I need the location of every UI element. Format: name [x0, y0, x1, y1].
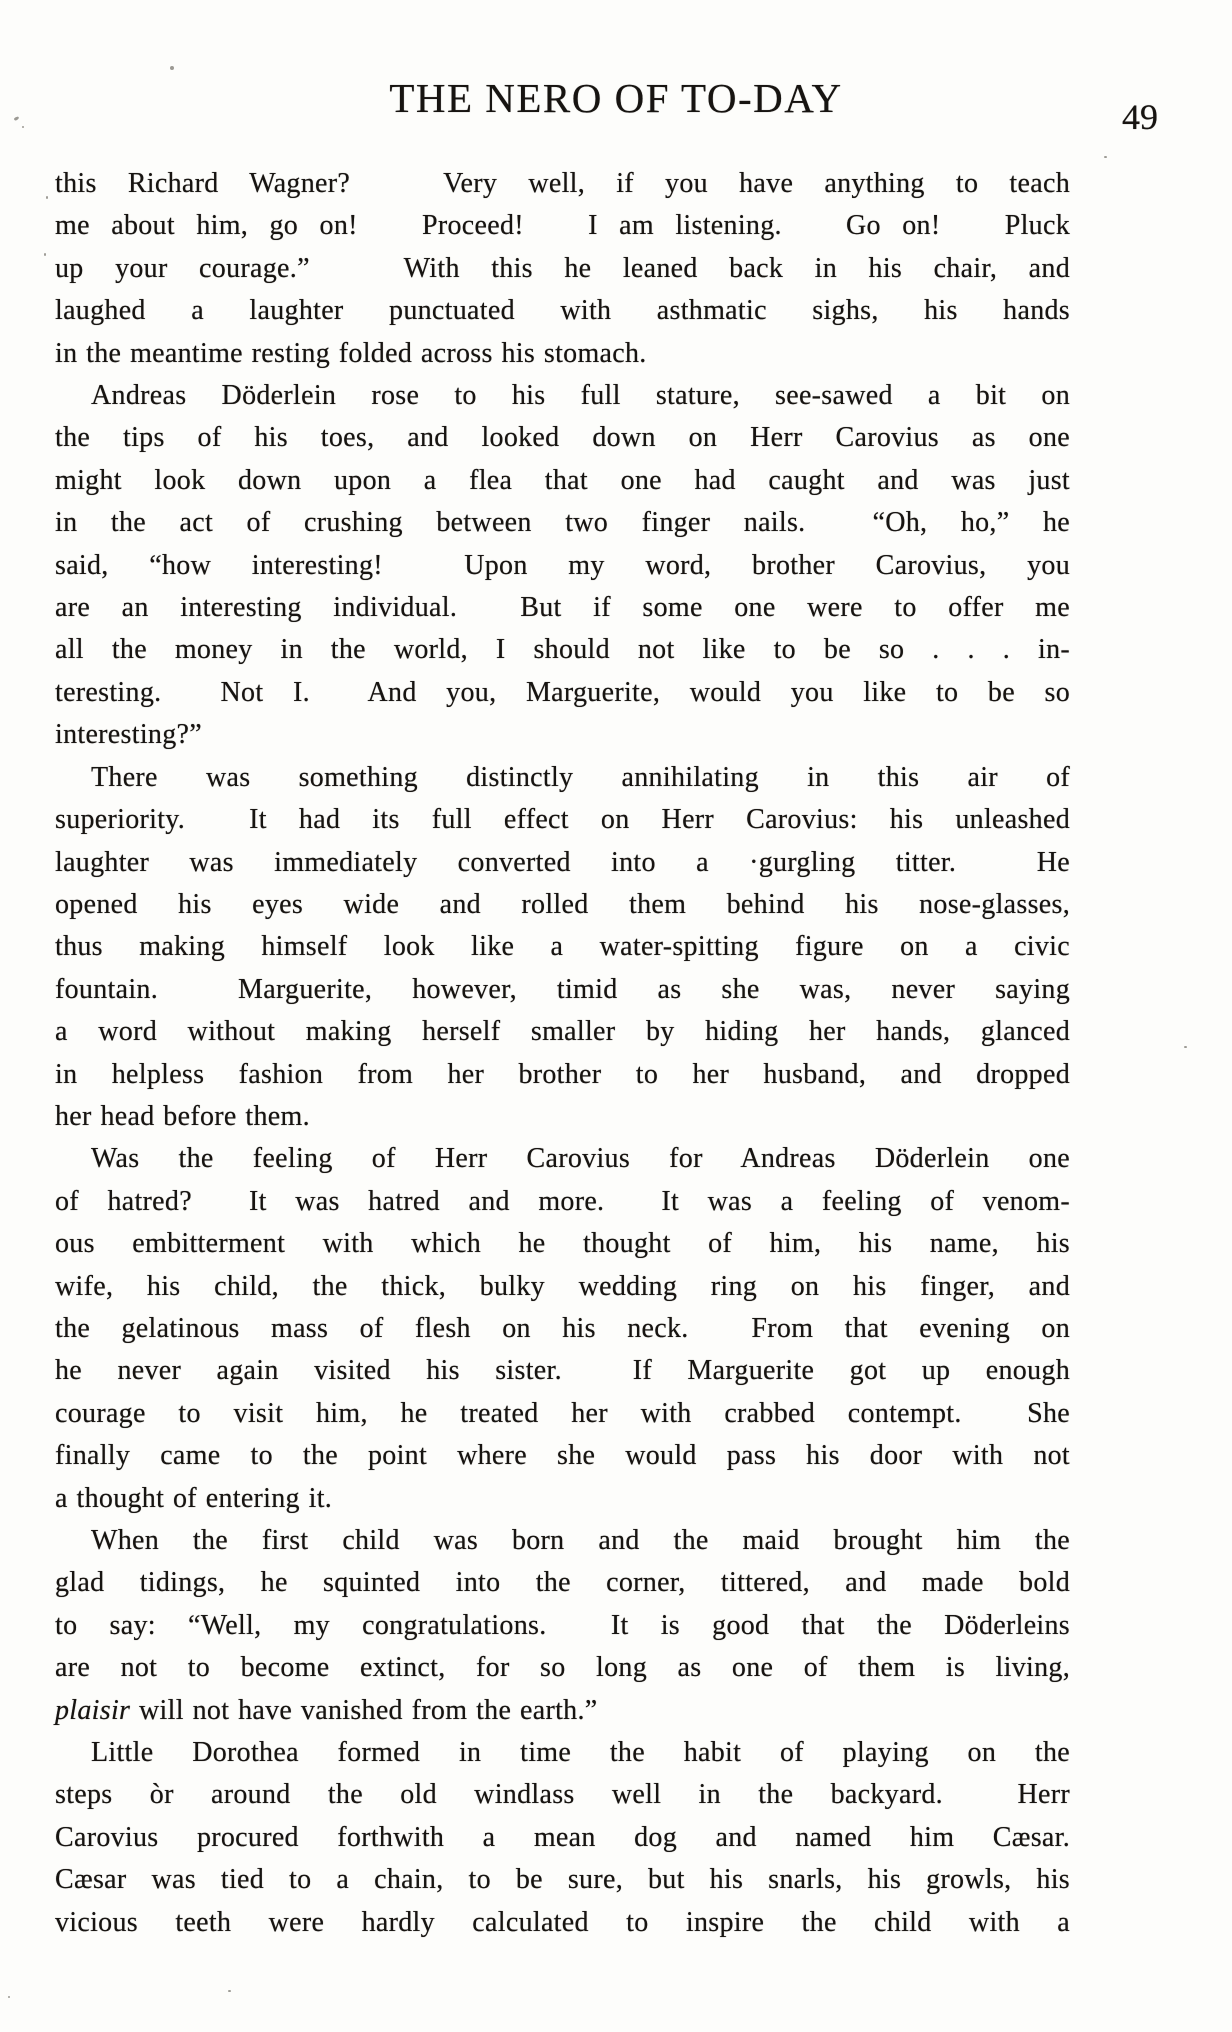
page-number: 49	[1122, 97, 1158, 137]
text-line: the gelatinous mass of flesh on his neck. From that evening on	[55, 1312, 1070, 1344]
text-line: to say: “Well, my congratulations. It is good that the Döderleins	[55, 1609, 1070, 1641]
text-line: teresting. Not I. And you, Marguerite, would you like to be so	[55, 676, 1070, 708]
text-line: When the first child was born and the maid brought him the	[91, 1525, 1070, 1556]
paragraph	[55, 1138, 1070, 1520]
text-line: laughed a laughter punctuated with asthmatic sighs, his hands	[55, 295, 1070, 327]
text-line: superiority. It had its full effect on Herr Carovius: his unleashed	[55, 804, 1070, 836]
paragraph	[55, 163, 1070, 375]
scan-speck	[1184, 1046, 1187, 1048]
text-line: all the money in the world, I should not like to be so . . . in-	[55, 634, 1070, 666]
scan-speck	[22, 126, 24, 128]
body-text	[55, 163, 1070, 1944]
text-line: Little Dorothea formed in time the habit of playing on the	[91, 1737, 1070, 1769]
text-line: he never again visited his sister. If Marguerite got up enough	[55, 1355, 1070, 1387]
paragraph	[55, 375, 1070, 757]
scan-speck	[170, 66, 174, 70]
text-line: vicious teeth were hardly calculated to inspire the child with a	[55, 1906, 1070, 1938]
italic-word: plaisir	[55, 1694, 131, 1726]
text-line: are an interesting individual. But if some one were to offer me	[55, 592, 1070, 624]
text-line: ous embitterment with which he thought of him, his name, his	[55, 1228, 1070, 1260]
text-line	[55, 1690, 1070, 1732]
text-line: finally came to the point where she would pass his door with not	[55, 1440, 1070, 1472]
text-run: will not have vanished from the earth.”	[130, 1694, 598, 1726]
text-line: Andreas Döderlein rose to his full stature, see-sawed a bit on	[91, 380, 1070, 412]
text-line: There was something distinctly annihilating in this air of	[91, 761, 1070, 793]
text-line: wife, his child, the thick, bulky wedding ring on his finger, and	[55, 1270, 1070, 1302]
text-line: up your courage.” With this he leaned back in his chair, and	[55, 252, 1070, 284]
scan-speck	[46, 196, 48, 199]
text-line: the tips of his toes, and looked down on Herr Carovius as one	[55, 422, 1070, 454]
text-line: Carovius procured forthwith a mean dog and named him Cæsar.	[55, 1821, 1070, 1853]
text-line: a word without making herself smaller by hiding her hands, glanced	[55, 1016, 1070, 1048]
text-line: steps òr around the old windlass well in the backyard. Herr	[55, 1779, 1070, 1811]
text-line: a thought of entering it.	[55, 1482, 333, 1514]
text-line: interesting?”	[55, 719, 202, 751]
paragraph	[55, 757, 1070, 1139]
paragraph	[55, 1520, 1070, 1732]
text-line: might look down upon a flea that one had caught and was just	[55, 464, 1070, 496]
scan-speck	[1104, 156, 1107, 158]
text-line: in the meantime resting folded across his stomach.	[55, 337, 647, 369]
text-line: Cæsar was tied to a chain, to be sure, but his snarls, his growls, his	[55, 1864, 1070, 1896]
scan-speck	[228, 1990, 231, 1992]
text-line: this Richard Wagner? Very well, if you have anything to teach	[55, 168, 1070, 199]
text-line: are not to become extinct, for so long as one of them is living,	[55, 1652, 1070, 1684]
text-line: of hatred? It was hatred and more. It was a feeling of venom-	[55, 1185, 1070, 1217]
page-title: THE NERO OF TO-DAY	[389, 75, 843, 121]
paragraph	[55, 1732, 1070, 1944]
text-line: in helpless fashion from her brother to her husband, and dropped	[55, 1058, 1070, 1090]
text-line: thus making himself look like a water-spitting figure on a civic	[55, 931, 1070, 963]
text-line: fountain. Marguerite, however, timid as she was, never saying	[55, 973, 1070, 1005]
scan-speck	[8, 1996, 10, 1998]
scan-speck	[44, 253, 46, 256]
text-line: Was the feeling of Herr Carovius for Andreas Döderlein one	[91, 1143, 1070, 1175]
text-line: glad tidings, he squinted into the corner, tittered, and made bold	[55, 1567, 1070, 1599]
text-line: opened his eyes wide and rolled them behind his nose-glasses,	[55, 888, 1070, 920]
text-line: me about him, go on! Proceed! I am listening. Go on! Pluck	[55, 210, 1070, 242]
text-line: laughter was immediately converted into a ·gurgling titter. He	[55, 846, 1070, 878]
text-line: her head before them.	[55, 1100, 310, 1132]
text-line: courage to visit him, he treated her with crabbed contempt. She	[55, 1397, 1070, 1429]
text-line: said, “how interesting! Upon my word, brother Carovius, you	[55, 549, 1070, 581]
text-line: in the act of crushing between two finger nails. “Oh, ho,” he	[55, 507, 1070, 539]
